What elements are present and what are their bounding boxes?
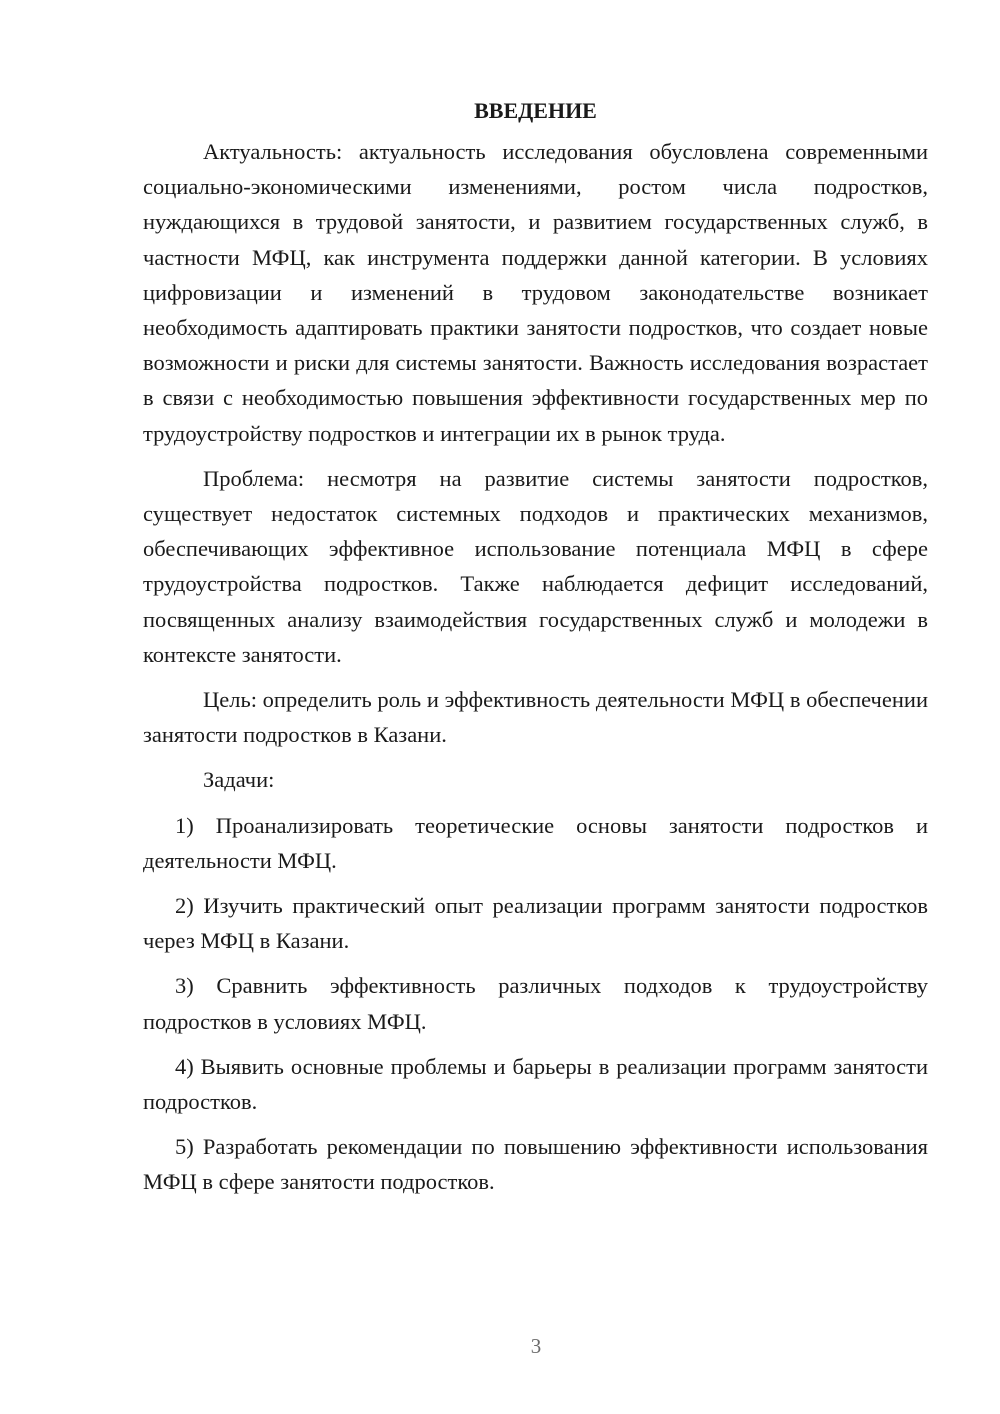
task-item-2: 2) Изучить практический опыт реализации программ занятости подростков через МФЦ в Казани.	[143, 893, 928, 954]
task-item-5: 5) Разработать рекомендации по повышению эффективности использования МФЦ в сфере занятости подростков.	[143, 1134, 928, 1195]
paragraph-relevance: Актуальность: актуальность исследования обусловлена современными социально-экономическими изменениями, ростом числа подростков, нуждающихся в трудовой занятости, и развитием государственных служб, в частности МФЦ, как инструмента поддержки данной категории. В условиях цифровизации и изменений в трудовом законодательстве возникает необходимость адаптировать практики занятости подростков, что создает новые возможности и риски для системы занятости. Важность исследования возрастает в связи с необходимостью повышения эффективности государственных мер по трудоустройству подростков и интеграции их в рынок труда.	[143, 139, 928, 446]
task-item-4: 4) Выявить основные проблемы и барьеры в реализации программ занятости подростков.	[143, 1053, 928, 1115]
task-item-1: 1) Проанализировать теоретические основы занятости подростков и деятельности МФЦ.	[143, 812, 928, 873]
tasks-heading: Задачи:	[203, 767, 275, 793]
section-title: ВВЕДЕНИЕ	[474, 98, 597, 123]
document-page	[143, 94, 928, 1210]
paragraph-goal: Цель: определить роль и эффективность деятельности МФЦ в обеспечении занятости подростков в Казани.	[143, 687, 928, 748]
page-number: 3	[530, 1334, 542, 1358]
task-item-3: 3) Сравнить эффективность различных подходов к трудоустройству подростков в условиях МФЦ.	[143, 973, 928, 1034]
paragraph-problem: Проблема: несмотря на развитие системы занятости подростков, существует недостаток системных подходов и практических механизмов, обеспечивающих эффективное использование потенциала МФЦ в сфере трудоустройства подростков. Также наблюдается дефицит исследований, посвященных анализу взаимодействия государственных служб и молодежи в контексте занятости.	[143, 465, 928, 667]
